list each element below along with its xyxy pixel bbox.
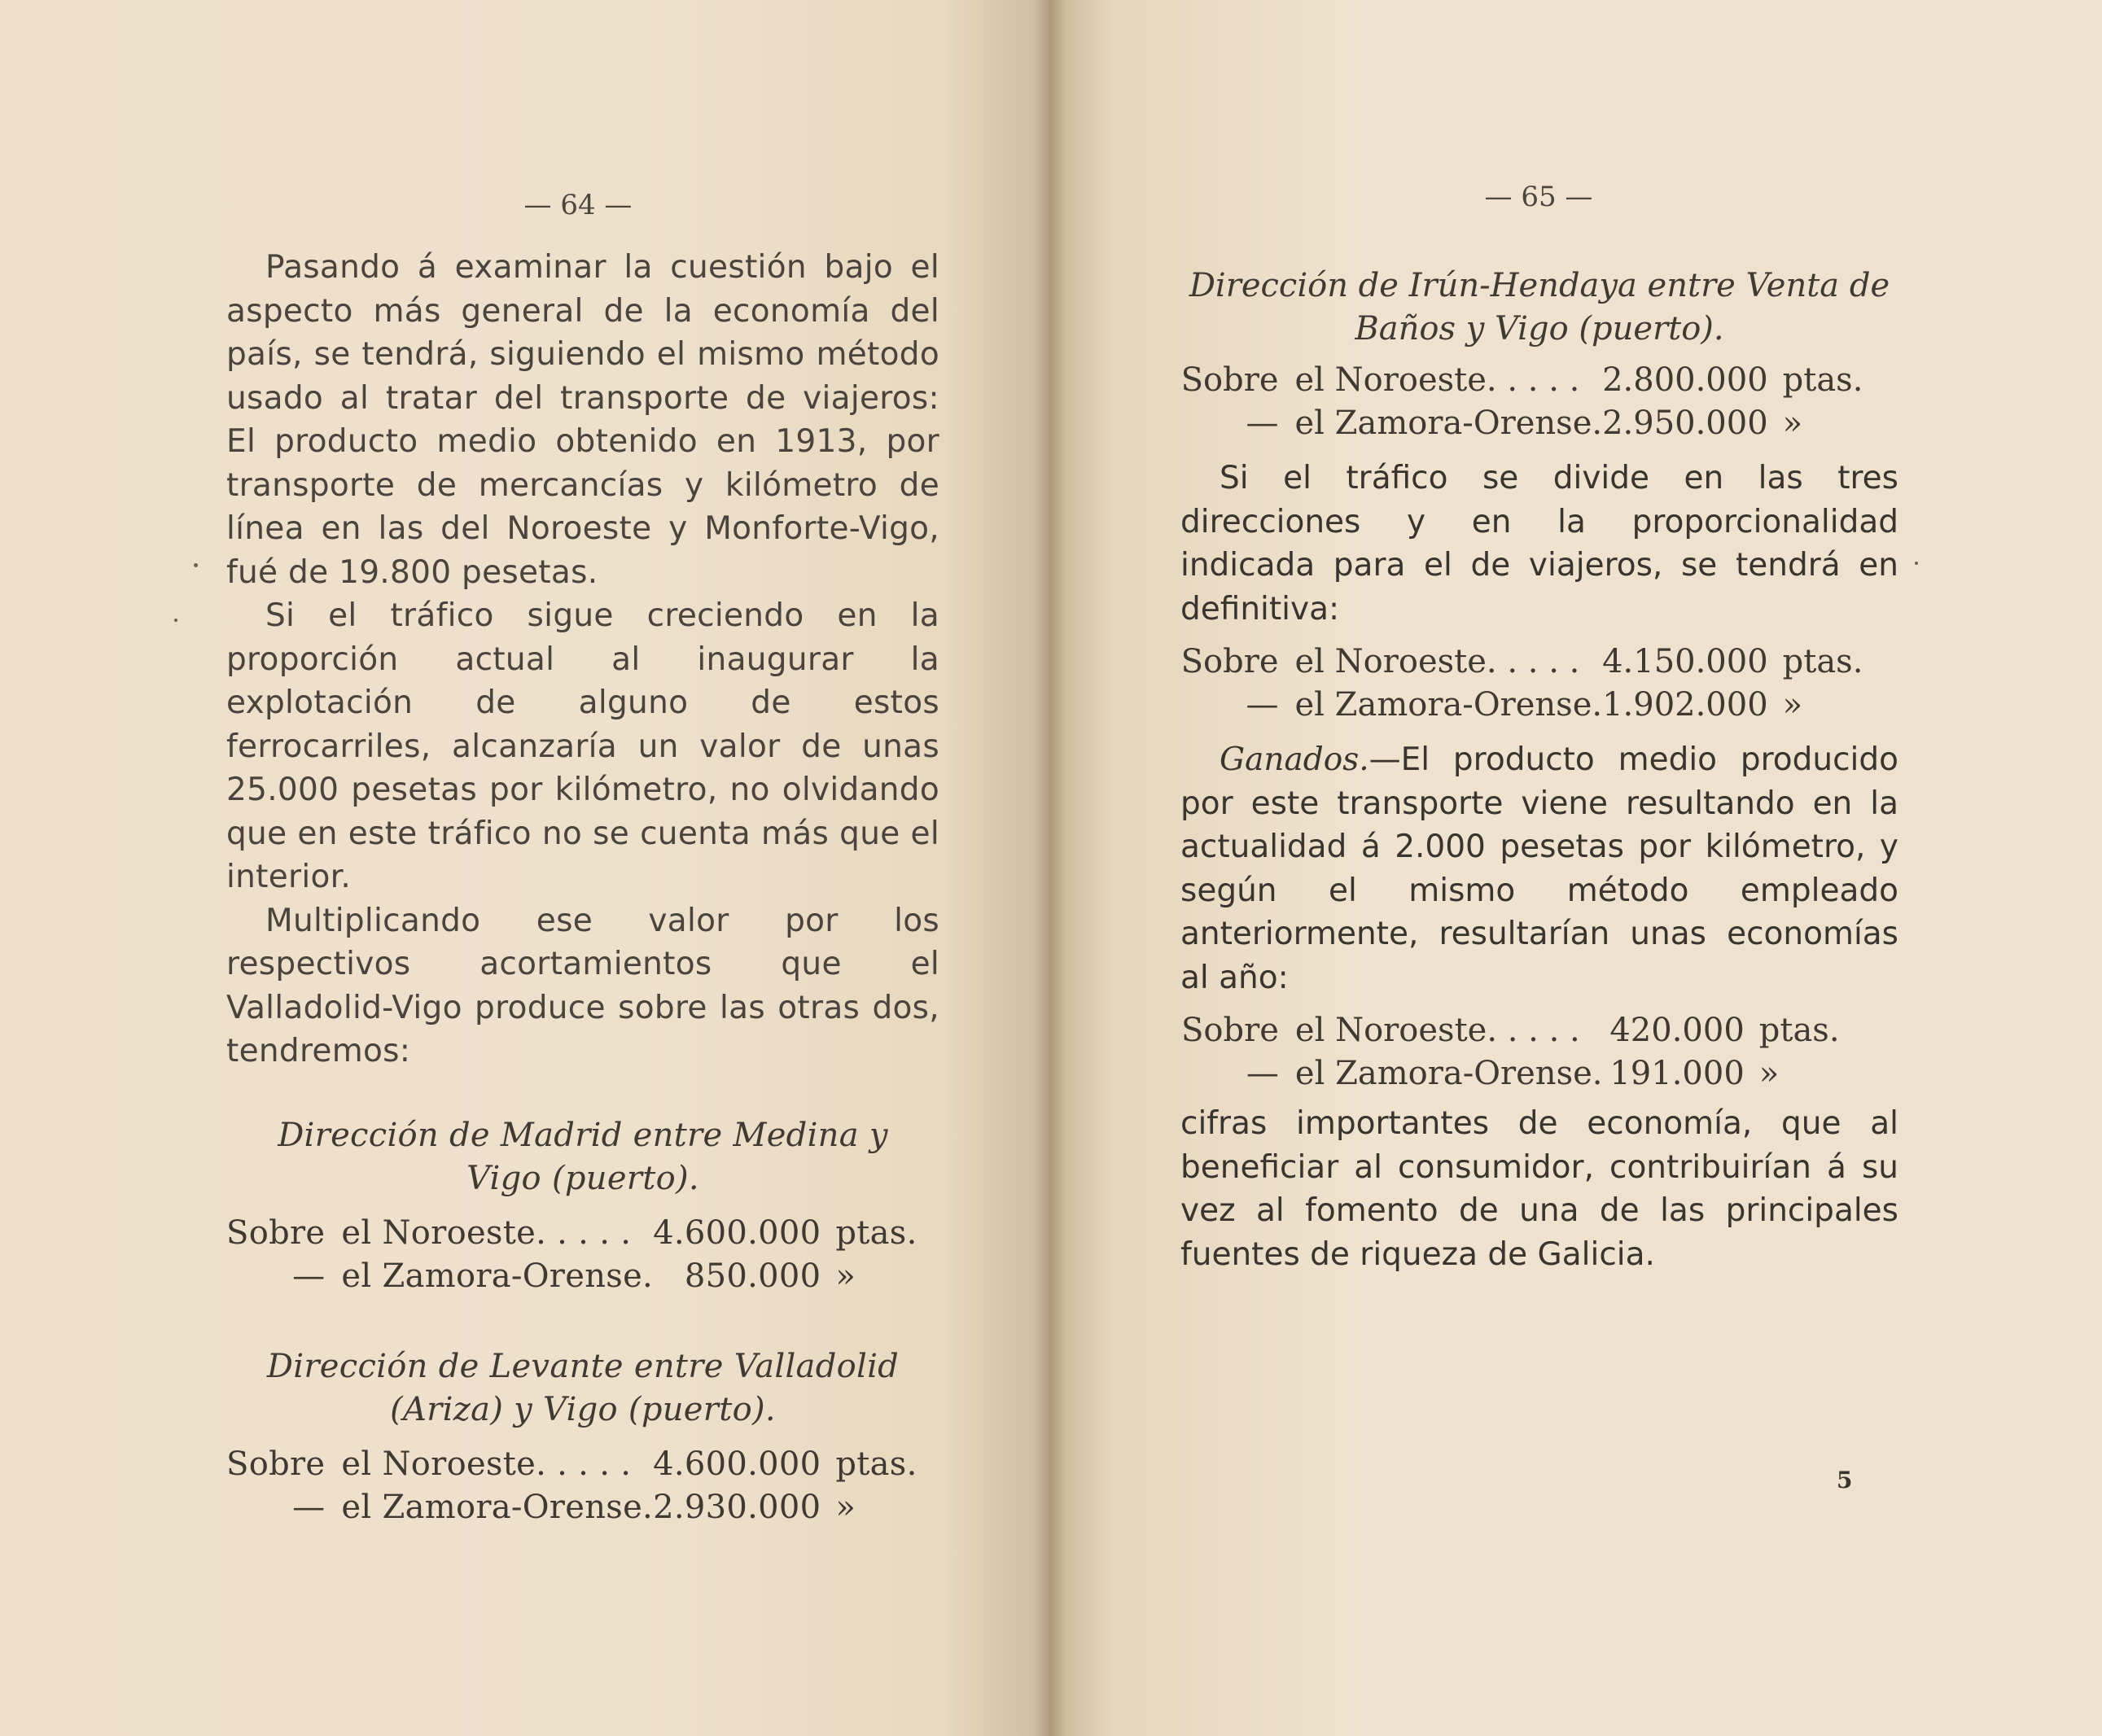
row-value: 4.600.000 [653,1213,821,1252]
row-value: 4.150.000 [1602,643,1768,680]
row-name: el Zamora-Orense. [341,1488,654,1526]
row-name: el Noroeste. . . . . [1294,361,1580,399]
left-page-text [226,246,939,1529]
row-name: el Zamora-Orense. [341,1257,654,1295]
row-unit: ptas. [835,1445,917,1483]
row-value: 420.000 [1609,1012,1745,1049]
row-unit: » [835,1488,856,1526]
page-number-left: — 64 — [523,189,633,221]
right-page-text [1180,265,1898,1276]
row-unit: » [1782,404,1803,442]
figures-table [1180,359,1898,445]
table-row [1180,402,1898,445]
row-prefix: — [1246,404,1279,442]
row-name: el Zamora-Orense. [1294,686,1603,724]
row-name: el Zamora-Orense. [1294,404,1603,442]
paper-speck [174,619,177,622]
row-prefix: — [292,1488,326,1526]
row-unit: » [1782,686,1803,724]
table-row [1180,641,1898,684]
row-value: 2.930.000 [653,1488,821,1526]
row-prefix: — [292,1257,326,1295]
table-row [226,1255,939,1298]
row-unit: » [835,1257,856,1295]
table-row [1180,684,1898,727]
paragraph: Multiplicando ese valor por los respectivos acortamientos que el Valladolid-Vigo produce sobre las otras dos, tendremos: [226,902,939,1069]
row-name: el Noroeste. . . . . [1294,1012,1580,1049]
row-value: 4.600.000 [653,1445,821,1483]
table-row [226,1212,939,1255]
table-row [226,1443,939,1486]
row-value: 850.000 [684,1257,821,1295]
paragraph: Pasando á examinar la cuestión bajo el aspecto más general de la economía del país, se tendrá, siguiendo el mismo método usado al tratar del transporte de viajeros: El producto medio obtenido en 1913, por transporte de mercancías y kilómetro de línea en las del Noroeste y Monforte-Vigo, fué de 19.800 pesetas. [226,249,939,591]
paper-speck [1915,562,1918,565]
ganados-label: Ganados. [1220,741,1369,778]
row-prefix: — [1246,686,1279,724]
figures-table [1180,1009,1898,1095]
row-unit: » [1758,1055,1780,1092]
row-unit: ptas. [1758,1012,1840,1049]
table-row [1180,359,1898,402]
row-name: el Noroeste. . . . . [341,1445,632,1483]
signature-mark: 5 [1837,1467,1853,1493]
paper-speck [194,563,198,567]
figures-table [226,1212,939,1298]
row-unit: ptas. [1782,361,1863,399]
paragraph-text: —El producto medio producido por este transporte viene resultando en la actualidad á 2.000 pesetas por kilómetro, y según el mismo método empleado anteriormente, resultarían unas economías al año: [1180,741,1898,996]
section-heading: Dirección de Levante entre Valladolid (Ariza) y Vigo (puerto). [266,1347,900,1428]
figures-table [1180,641,1898,727]
row-value: 2.950.000 [1602,404,1768,442]
paragraph: Si el tráfico se divide en las tres direcciones y en la proporcionalidad indicada para el de viajeros, se tendrá en definitiva: [1180,460,1898,627]
row-unit: ptas. [835,1213,917,1252]
figures-table [226,1443,939,1529]
row-value: 1.902.000 [1602,686,1768,724]
row-prefix: Sobre [1180,643,1279,680]
section-heading: Dirección de Irún-Hendaya entre Venta de Baños y Vigo (puerto). [1189,267,1890,348]
row-prefix: Sobre [226,1213,326,1252]
row-prefix: — [1246,1055,1279,1092]
table-row [226,1486,939,1529]
section-heading: Dirección de Madrid entre Medina y Vigo (puerto). [278,1116,888,1197]
row-unit: ptas. [1782,643,1863,680]
row-name: el Noroeste. . . . . [1294,643,1580,680]
paragraph: cifras importantes de economía, que al beneficiar al consumidor, contribuirían á su vez al fomento de una de las principales fuentes de riqueza de Galicia. [1180,1105,1898,1273]
row-prefix: Sobre [226,1445,326,1483]
row-name: el Zamora-Orense. [1294,1055,1603,1092]
paragraph: Si el tráfico sigue creciendo en la proporción actual al inaugurar la explotación de alguno de estos ferrocarriles, alcanzaría un valor de unas 25.000 pesetas por kilómetro, no olvidando que en este tráfico no se cuenta más que el interior. [226,597,939,895]
book-gutter [1034,0,1066,1736]
row-value: 2.800.000 [1602,361,1768,399]
table-row [1180,1052,1898,1095]
paragraph [1180,738,1898,999]
page-number-right: — 65 — [1484,181,1593,213]
row-prefix: Sobre [1180,361,1279,399]
row-prefix: Sobre [1181,1012,1279,1049]
row-value: 191.000 [1609,1055,1745,1092]
table-row [1180,1009,1898,1052]
row-name: el Noroeste. . . . . [341,1213,632,1252]
